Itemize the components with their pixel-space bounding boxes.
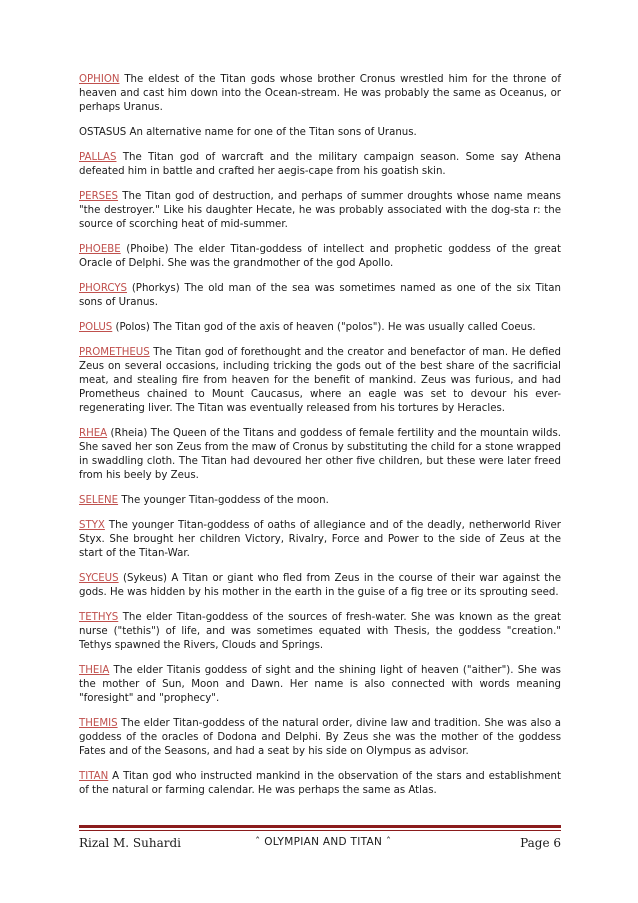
term-link-titan[interactable]: TITAN	[79, 771, 109, 782]
entry-text: The eldest of the Titan gods whose brother Cronus wrestled him for the throne of heaven and cast him down into the Ocean-stream. He was probably the same as Oceanus, or perhaps Uranus.	[79, 74, 561, 113]
entry-text: (Rheia) The Queen of the Titans and goddess of female fertility and the mountain wilds. She saved her son Zeus from the maw of Cronus by substituting the child for a stone wrapped in swaddling cloth. The Titan had devoured her other five children, but these were later freed from his beely by Zeus.	[79, 428, 561, 481]
footer-rule-thin	[79, 830, 561, 831]
entry-theia	[79, 664, 561, 706]
entry-text: The elder Titan-goddess of the natural order, divine law and tradition. She was also a goddess of the oracles of Dodona and Delphi. By Zeus she was the mother of the goddess Fates and of the Seasons, and had a seat by his side on Olympus as advisor.	[79, 718, 561, 757]
entry-text: (Polos) The Titan god of the axis of heaven ("polos"). He was usually called Coeus.	[112, 322, 536, 333]
entry-ophion	[79, 73, 561, 115]
entry-text: The Titan god of destruction, and perhaps of summer droughts whose name means "the destroyer." Like his daughter Hecate, he was probably associated with the dog-sta r: the source of scorching heat of mid-summer.	[79, 191, 561, 230]
term-link-tethys[interactable]: TETHYS	[79, 612, 119, 623]
footer-rule-thick	[79, 825, 561, 828]
page-footer	[79, 836, 561, 852]
entry-text: (Phoibe) The elder Titan-goddess of intellect and prophetic goddess of the great Oracle of Delphi. She was the grandmother of the god Apollo.	[79, 244, 561, 269]
entry-rhea	[79, 427, 561, 483]
entry-syceus	[79, 572, 561, 600]
entry-text: The elder Titan-goddess of the sources of fresh-water. She was known as the great nurse ("tethis") of life, and was sometimes equated with Thesis, the goddess "creation." Tethys spawned the Rivers, Clouds and Springs.	[79, 612, 561, 651]
glossary-content	[79, 73, 561, 809]
term-link-ophion[interactable]: OPHION	[79, 74, 120, 85]
term-link-themis[interactable]: THEMIS	[79, 718, 118, 729]
entry-selene	[79, 494, 561, 508]
entry-titan	[79, 770, 561, 798]
footer-title: ˆ OLYMPIAN AND TITAN ˆ	[255, 836, 392, 848]
entry-perses	[79, 190, 561, 232]
entry-phoebe	[79, 243, 561, 271]
entry-text: The Titan god of forethought and the creator and benefactor of man. He defied Zeus on several occasions, including tricking the gods out of the best share of the sacrificial meat, and stealing fire from heaven for the benefit of mankind. Zeus was furious, and had Prometheus chained to Mount Caucasus, where an eagle was set to devour his ever-regenerating liver. The Titan was eventually released from his tortures by Heracles.	[79, 347, 561, 414]
term-link-phoebe[interactable]: PHOEBE	[79, 244, 121, 255]
entry-prometheus	[79, 346, 561, 416]
term-link-styx[interactable]: STYX	[79, 520, 105, 531]
entry-text: The Titan god of warcraft and the military campaign season. Some say Athena defeated him in battle and crafted her aegis-cape from his goatish skin.	[79, 152, 561, 177]
entry-themis	[79, 717, 561, 759]
entry-text: The elder Titanis goddess of sight and the shining light of heaven ("aither"). She was the mother of Sun, Moon and Dawn. Her name is also connected with words meaning "foresight" and "prophecy".	[79, 665, 561, 704]
footer-author: Rizal M. Suhardi	[79, 836, 182, 850]
entry-text: A Titan god who instructed mankind in the observation of the stars and establishment of the natural or farming calendar. He was perhaps the same as Atlas.	[79, 771, 561, 796]
term-link-theia[interactable]: THEIA	[79, 665, 110, 676]
term-link-selene[interactable]: SELENE	[79, 495, 119, 506]
term-link-rhea[interactable]: RHEA	[79, 428, 108, 439]
entry-styx	[79, 519, 561, 561]
entry-text: The younger Titan-goddess of oaths of allegiance and of the deadly, netherworld River Styx. She brought her children Victory, Rivalry, Force and Power to the side of Zeus at the start of the Titan-War.	[79, 520, 561, 559]
entry-polus	[79, 321, 561, 335]
entry-text: The younger Titan-goddess of the moon.	[118, 495, 329, 506]
entry-text: An alternative name for one of the Titan sons of Uranus.	[126, 127, 417, 138]
term-link-syceus[interactable]: SYCEUS	[79, 573, 119, 584]
entry-phorcys	[79, 282, 561, 310]
term-link-prometheus[interactable]: PROMETHEUS	[79, 347, 150, 358]
entry-text: (Sykeus) A Titan or giant who fled from Zeus in the course of their war against the gods. He was hidden by his mother in the earth in the guise of a fig tree or its sprouting seed.	[79, 573, 561, 598]
term-link-phorcys[interactable]: PHORCYS	[79, 283, 128, 294]
term-ostasus: OSTASUS	[79, 127, 127, 138]
term-link-perses[interactable]: PERSES	[79, 191, 119, 202]
entry-pallas	[79, 151, 561, 179]
entry-text: (Phorkys) The old man of the sea was sometimes named as one of the six Titan sons of Uranus.	[79, 283, 561, 308]
entry-ostasus	[79, 126, 561, 140]
footer-page-number: Page 6	[520, 836, 561, 850]
term-link-polus[interactable]: POLUS	[79, 322, 113, 333]
entry-tethys	[79, 611, 561, 653]
term-link-pallas[interactable]: PALLAS	[79, 152, 117, 163]
